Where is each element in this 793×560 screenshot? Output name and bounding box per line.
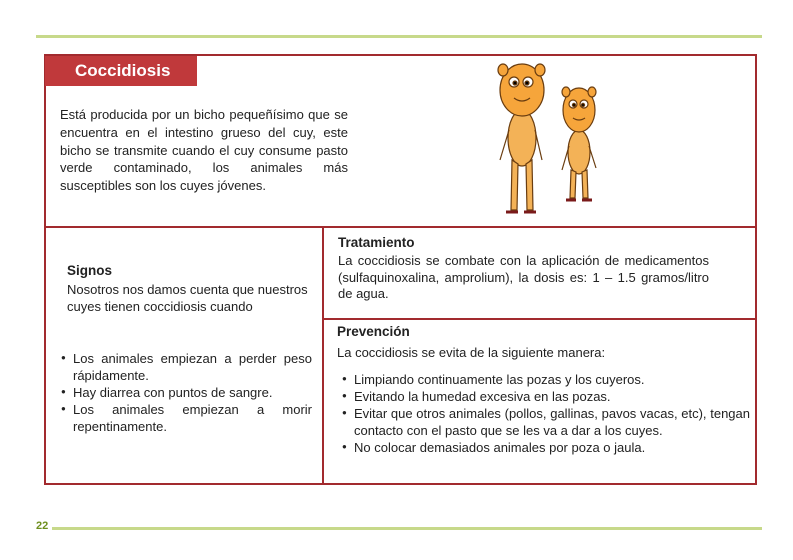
list-item: ● Limpiando continuamente las pozas y los cuyeros. bbox=[342, 371, 750, 388]
tratamiento-text: La coccidiosis se combate con la aplicación de medicamentos (sulfaquinoxalina, amprolium), la dosis es: 1 – 1.5 gramos/litro de agua. bbox=[338, 253, 709, 301]
divider-horizontal bbox=[44, 226, 757, 228]
divider-vertical bbox=[322, 226, 324, 485]
tratamiento-heading: Tratamiento bbox=[338, 235, 415, 250]
list-item: ● Los animales empiezan a morir repentinamente. bbox=[61, 401, 312, 435]
bottom-rule bbox=[52, 527, 762, 530]
list-item: ● Evitando la humedad excesiva en las pozas. bbox=[342, 388, 750, 405]
list-item: ● Los animales empiezan a perder peso rápidamente. bbox=[61, 350, 312, 384]
cuy-small bbox=[562, 87, 596, 200]
divider-right bbox=[322, 318, 757, 320]
list-item: ● Evitar que otros animales (pollos, gallinas, pavos vacas, etc), tengan contacto con el pasto que se les va a dar a los cuyes. bbox=[342, 405, 750, 439]
page-title: Coccidiosis bbox=[45, 56, 197, 86]
top-rule bbox=[36, 35, 762, 38]
list-item: ● No colocar demasiados animales por poza o jaula. bbox=[342, 439, 750, 456]
prevencion-text: La coccidiosis se evita de la siguiente manera: bbox=[337, 345, 606, 360]
signos-heading: Signos bbox=[67, 263, 113, 278]
list-item: ● Hay diarrea con puntos de sangre. bbox=[61, 384, 312, 401]
cuyes-illustration bbox=[484, 60, 614, 225]
cuy-large bbox=[498, 64, 545, 212]
prevencion-heading: Prevención bbox=[337, 324, 410, 339]
intro-text: Está producida por un bicho pequeñísimo que se encuentra en el intestino grueso del cuy, este bicho se transmite cuando el cuy consume pasto verde contaminado, los animales más susceptibles son los cuyes jóvenes. bbox=[60, 107, 348, 194]
signos-list bbox=[61, 350, 312, 435]
prevencion-list bbox=[342, 371, 750, 456]
page-number: 22 bbox=[36, 520, 49, 532]
signos-text: Nosotros nos damos cuenta que nuestros cuyes tienen coccidiosis cuando bbox=[67, 282, 308, 314]
